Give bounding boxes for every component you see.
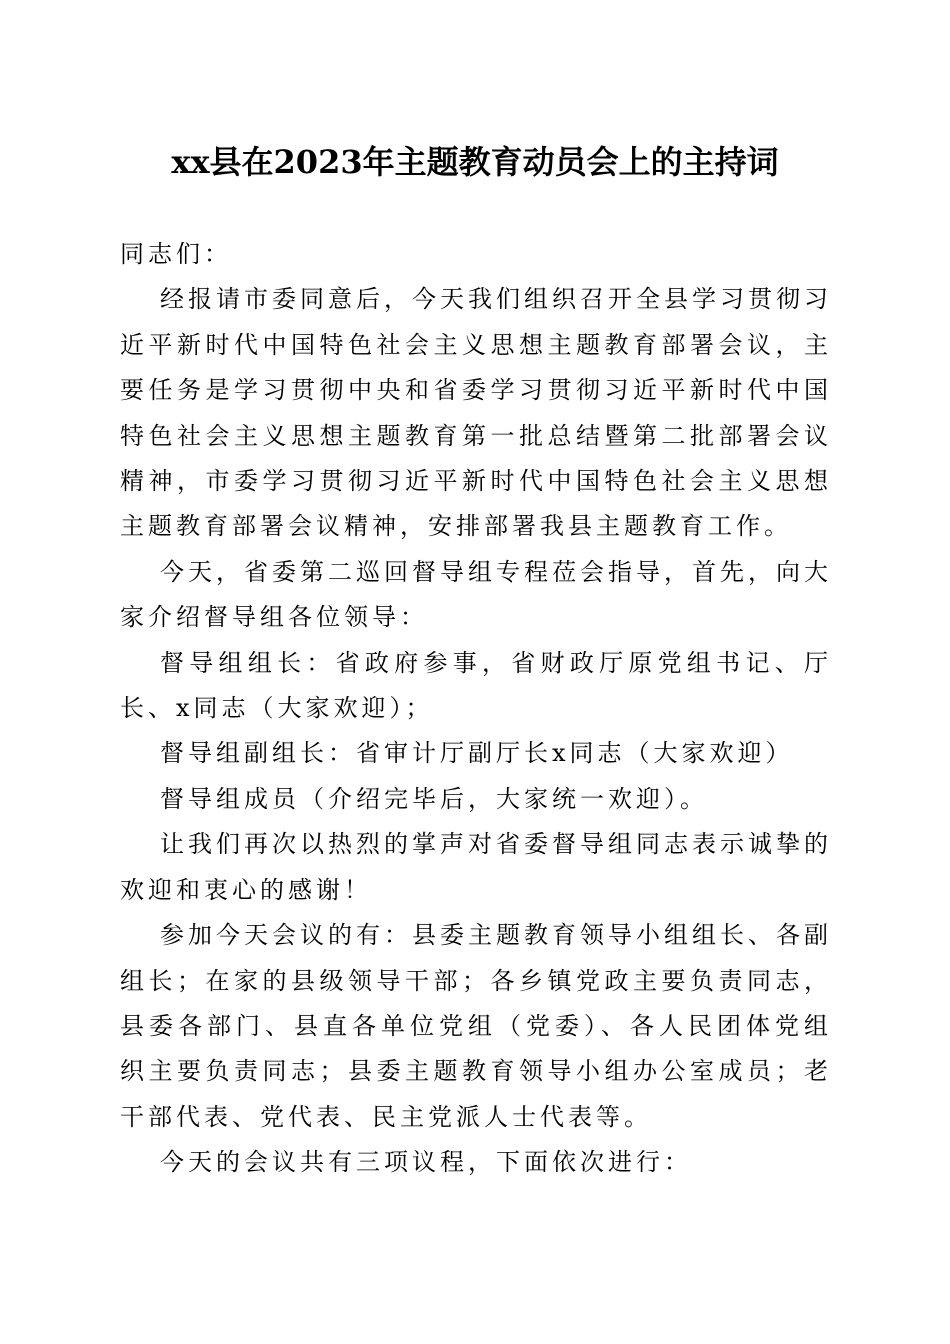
body-paragraph: 今天的会议共有三项议程，下面依次进行： (160, 1148, 692, 1177)
body-paragraph: 参加今天会议的有：县委主题教育领导小组组长、各副组长；在家的县级领导干部；各乡镇党政主要负责同志，县委各部门、县直各单位党组（党委）、各人民团体党组织主要负责同志；县委主题教育领导小组办公室成员；老干部代表、党代表、民主党派人士代表等。 (120, 921, 832, 1131)
body-paragraph: 经报请市委同意后，今天我们组织召开全县学习贯彻习近平新时代中国特色社会主义思想主题教育部署会议，主要任务是学习贯彻中央和省委学习贯彻习近平新时代中国特色社会主义思想主题教育第一批总结暨第二批部署会议精神，市委学习贯彻习近平新时代中国特色社会主义思想主题教育部署会议精神，安排部署我县主题教育工作。 (120, 285, 832, 541)
body-paragraph: 让我们再次以热烈的掌声对省委督导组同志表示诚挚的欢迎和衷心的感谢！ (120, 830, 832, 904)
body-paragraph: 督导组副组长：省审计厅副厅长x同志（大家欢迎） (160, 739, 794, 768)
body-paragraph: 今天，省委第二巡回督导组专程莅会指导，首先，向大家介绍督导组各位领导： (120, 557, 832, 632)
document-title: xx县在2023年主题教育动员会上的主持词 (171, 143, 779, 181)
document-body (120, 232, 832, 1186)
greeting-paragraph: 同志们： (120, 240, 232, 268)
body-paragraph: 督导组成员（介绍完毕后，大家统一欢迎）。 (160, 784, 708, 813)
body-paragraph: 督导组组长：省政府参事，省财政厅原党组书记、厅长、x同志（大家欢迎）； (120, 648, 832, 723)
